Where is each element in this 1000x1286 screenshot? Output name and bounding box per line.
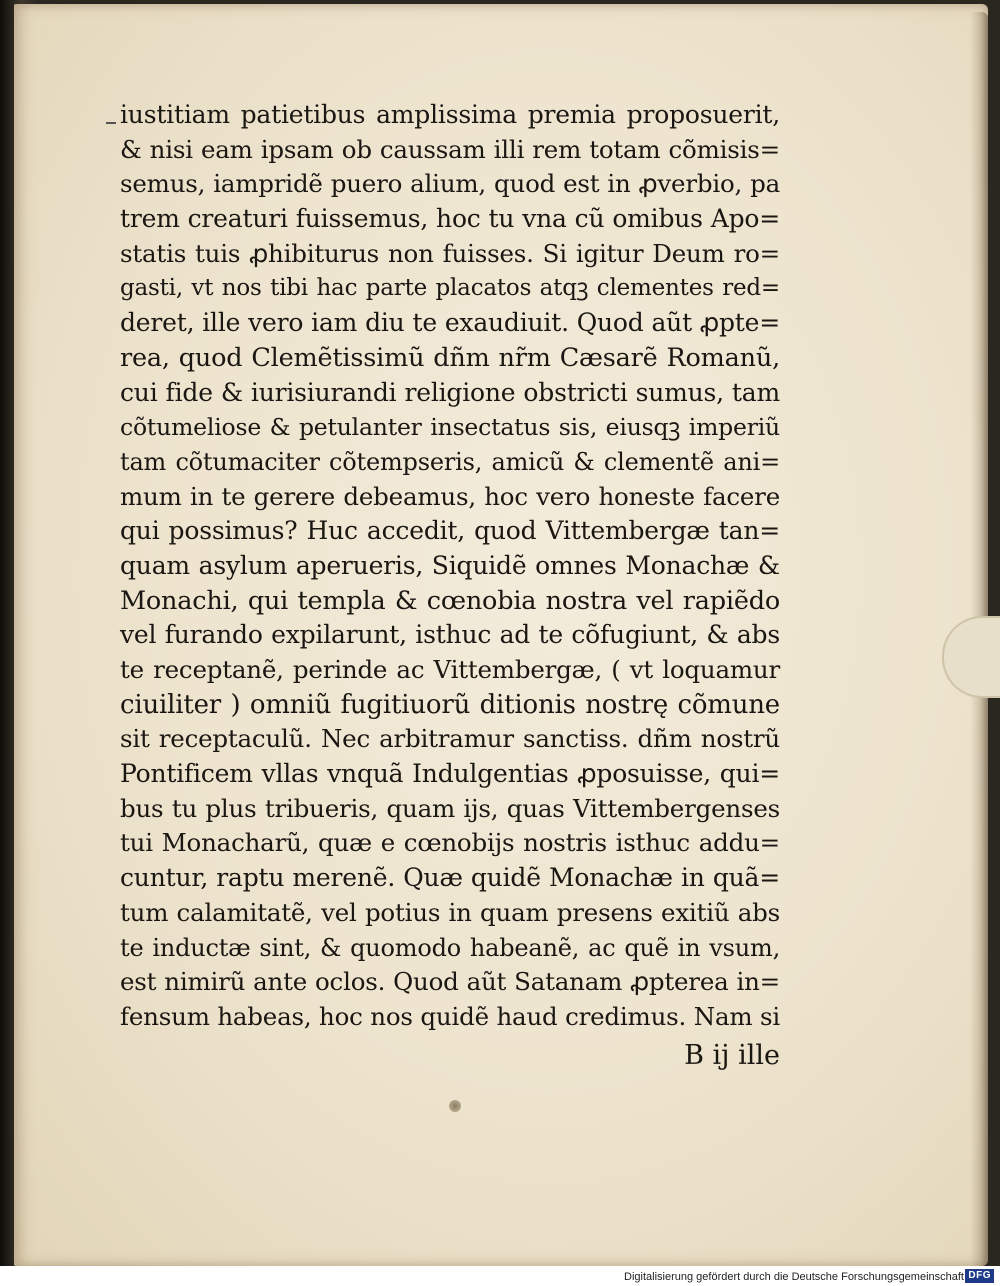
text-line: gasti, vt nos tibi hac parte placatos atqꝫ clementes red=	[120, 275, 780, 302]
text-line: qui possimus? Huc accedit, quod Vittembergæ tan=	[120, 516, 780, 546]
text-line: te receptanẽ, perinde ac Vittembergæ, ( vt loquamur	[120, 655, 780, 684]
text-line: trem creaturi fuissemus, hoc tu vna cũ omibus Apo=	[120, 204, 780, 234]
text-line: ciuiliter ) omniũ fugitiuorũ ditionis nostrę cõmune	[120, 689, 780, 720]
body-text	[120, 98, 780, 1035]
catchword-signature: B ij ille	[684, 1040, 780, 1071]
footer-credit-text: Digitalisierung gefördert durch die Deutsche Forschungsgemeinschaft	[624, 1271, 964, 1283]
margin-mark	[106, 122, 116, 124]
text-line: rea, quod Clemẽtissimũ dñm nr̃m Cæsarẽ Romanũ,	[120, 342, 780, 373]
text-line: Monachi, qui templa & cœnobia nostra vel rapiẽdo	[120, 585, 780, 616]
text-line: tam cõtumaciter cõtempseris, amicũ & clementẽ ani=	[120, 447, 780, 476]
ink-blot	[449, 1100, 461, 1112]
text-line: cuntur, raptu merenẽ. Quæ quidẽ Monachæ in quã=	[120, 863, 780, 893]
text-line: tum calamitatẽ, vel potius in quam presens exitiũ abs	[120, 897, 780, 927]
text-line: deret, ille vero iam diu te exaudiuit. Quod aũt ꝓpte=	[120, 308, 780, 338]
text-line: quam asylum aperueris, Siquidẽ omnes Monachæ &	[120, 550, 780, 580]
text-line: cõtumeliose & petulanter insectatus sis, eiusqꝫ imperiũ	[120, 413, 780, 442]
dfg-logo-icon: DFG	[965, 1269, 994, 1283]
footer-bar	[0, 1266, 1000, 1286]
text-line: Pontificem vllas vnquã Indulgentias ꝓposuisse, qui=	[120, 759, 780, 789]
text-line: semus, iampridẽ puero alium, quod est in ꝓverbio, pa	[120, 169, 780, 199]
text-line: & nisi eam ipsam ob caussam illi rem totam cõmisis=	[120, 134, 780, 164]
text-line: mum in te gerere debeamus, hoc vero honeste facere	[120, 481, 780, 511]
text-line: tui Monacharũ, quæ e cœnobijs nostris isthuc addu=	[120, 828, 780, 858]
text-line: vel furando expilarunt, isthuc ad te cõfugiunt, & abs	[120, 620, 780, 650]
text-line: fensum habeas, hoc nos quidẽ haud credimus. Nam si	[120, 1001, 780, 1031]
text-line: statis tuis ꝓhibiturus non fuisses. Si igitur Deum ro=	[120, 238, 780, 268]
text-line: iustitiam patietibus amplissima premia proposuerit,	[120, 100, 780, 129]
text-line: bus tu plus tribueris, quam ijs, quas Vittembergenses	[120, 793, 780, 823]
text-line: sit receptaculũ. Nec arbitramur sanctiss. dñm nostrũ	[120, 724, 780, 754]
text-line: te inductæ sint, & quomodo habeanẽ, ac quẽ in vsum,	[120, 933, 780, 962]
text-line: est nimirũ ante oclos. Quod aũt Satanam ꝓpterea in=	[120, 967, 780, 997]
text-line: cui fide & iurisiurandi religione obstricti sumus, tam	[120, 377, 780, 407]
